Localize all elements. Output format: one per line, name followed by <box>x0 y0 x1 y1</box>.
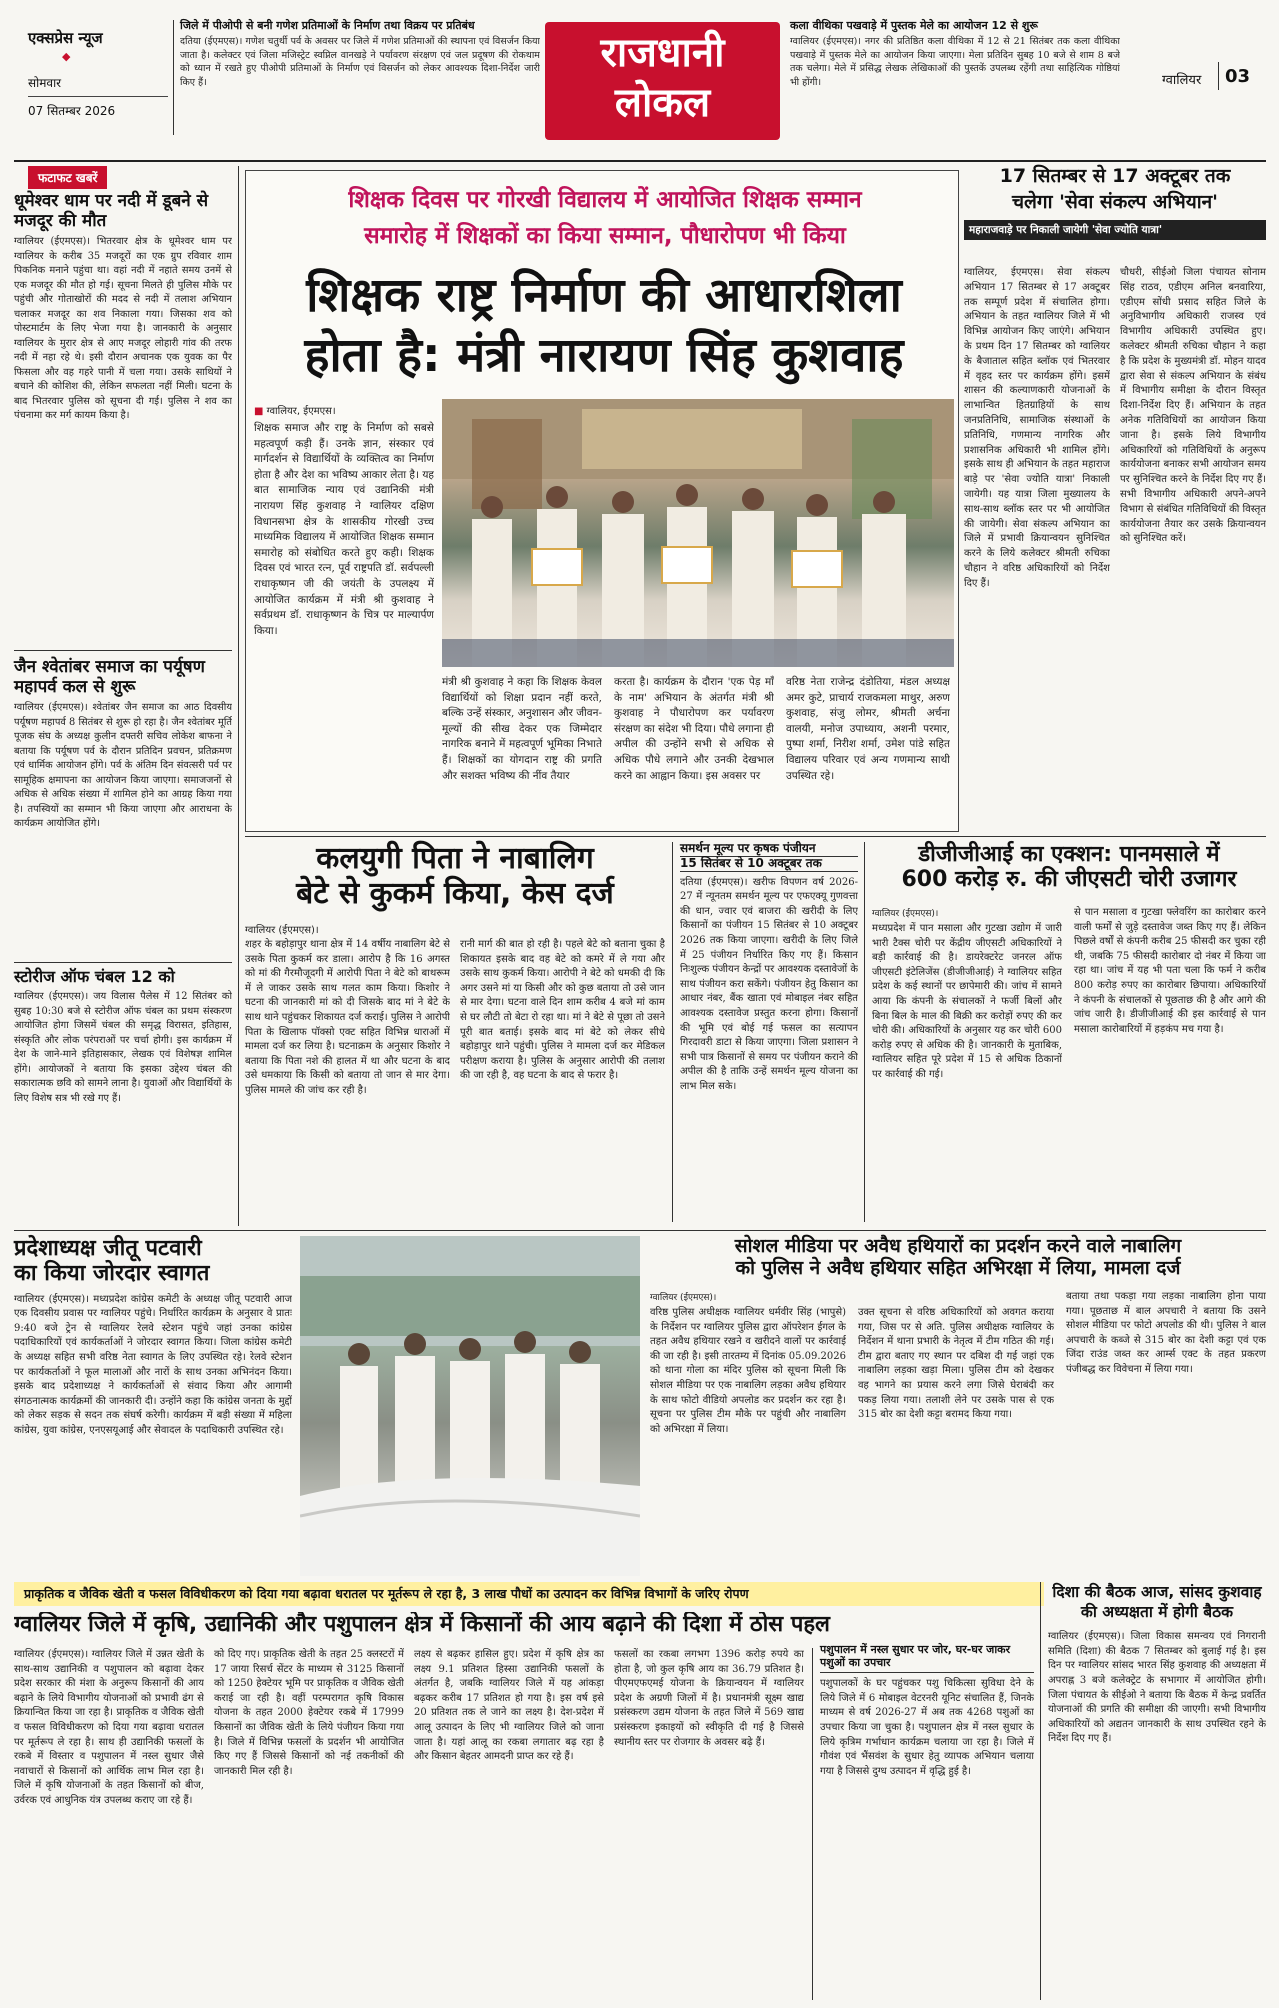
krishi-col1: ग्वालियर (ईएमएस)। ग्वालियर जिले में उन्नत खेती के साथ-साथ उद्यानिकी व पशुपालन को बढ़ावा देकर प्रदेश सरकार की मंशा के अनुरूप किसानों की आय बढ़ाने के लिये विभागीय योजनाओं को प्रभावी ढंग से क्रियान्वित किया जा रहा है। प्राकृतिक व जैविक खेती व फसल विविधीकरण को दिया गया बढ़ावा धरातल पर मूर्तरूप ले रहा है। साथ ही उद्यानिकी फसलों के रकबे में विस्तार व पशुपालन में नस्ल सुधार जैसे नवाचारों से किसानों को आर्थिक लाभ मिल रहा है। जिले में कृषि योजनाओं के तहत किसानों को बीज, उर्वरक एवं आधुनिक यंत्र उपलब्ध कराए जा रहे हैं। <box>14 1649 204 1806</box>
fatafat-item-1 <box>14 192 232 655</box>
social-col3: बताया तथा पकड़ा गया लड़का नाबालिग होना पाया गया। पूछताछ में बाल अपचारी ने बताया कि उसने सोशल मीडिया पर फोटो अपलोड की थी। पुलिस ने बाल अपचारी के कब्जे से 315 बोर का देशी कट्टा एवं एक जिंदा राउंड जब्त कर आर्म्स एक्ट के तहत प्रकरण पंजीबद्ध कर विवेचना में लिया गया। <box>1066 1291 1266 1375</box>
krishi-kicker: प्राकृतिक व जैविक खेती व फसल विविधीकरण को दिया गया बढ़ावा धरातल पर मूर्तरूप ले रहा है, 3 लाख पौधों का उत्पादन कर विभिन्न विभागों के जरिए रोपण <box>14 1582 1044 1606</box>
logo-line1: राजधानी <box>600 30 725 76</box>
kalyugi-headline-2: बेटे से कुकर्म किया, केस दर्ज <box>296 875 614 911</box>
top-left-brief <box>180 18 540 132</box>
fatafat-text-3: ग्वालियर (ईएमएस)। जय विलास पैलेस में 12 सितंबर को सुबह 10:30 बजे से स्टोरीज ऑफ चंबल का प्रथम संस्करण आयोजित होगा जिसमें चंबल की समृद्ध विरासत, इतिहास, संस्कृति और लोक परंपराओं पर चर्चा होगी। इस कार्यक्रम में देश के जाने-माने इतिहासकार, लेखक एवं विशेषज्ञ शामिल होंगे। आयोजकों ने बताया कि इसका उद्देश्य चंबल की सकारात्मक छवि को सामने लाना है। युवाओं और विद्यार्थियों के लिए विशेष सत्र भी रखे गए हैं। <box>14 991 232 1104</box>
krishi-col2: को दिए गए। प्राकृतिक खेती के तहत 25 क्लस्टरों में 17 जाया रिसर्च सेंटर के माध्यम से 3125 किसानों को 1250 हेक्टेयर भूमि पर प्राकृतिक व जैविक खेती कराई जा रही है। वहीं परम्परागत कृषि विकास योजना के तहत 2000 हेक्टेयर रकबे में 17999 किसानों का जैविक खेती के लिये पंजीयन किया गया है। जिले में विभिन्न फसलों के प्रदर्शन भी आयोजित किए गए हैं जिससे किसानों को नई तकनीकों की जानकारी मिल रही है। <box>214 1649 404 1777</box>
seva-headline-1: 17 सितम्बर से 17 अक्टूबर तक <box>999 165 1231 187</box>
kalyugi-story <box>245 842 665 1222</box>
jitu-photo-scene <box>300 1236 640 1576</box>
lead-under-col2: करता है। कार्यक्रम के दौरान 'एक पेड़ माँ के नाम' अभियान के अंतर्गत मंत्री श्री कुशवाह ने पौधारोपण कर पर्यावरण संरक्षण का संदेश भी दिया। पौधे लगाना ही अपील की उन्होंने सभी से अधिक से अधिक पौधे लगाने और उनकी देखभाल करने का आह्वान किया। इस अवसर पर <box>614 676 774 782</box>
fatafat-title-1: धूमेश्वर धाम पर नदी में डूबने से मजदूर की मौत <box>14 191 209 231</box>
dgi-story <box>872 842 1266 1222</box>
day: सोमवार <box>28 76 62 90</box>
jitu-text: ग्वालियर (ईएमएस)। मध्यप्रदेश कांग्रेस कमेटी के अध्यक्ष जीतू पटवारी आज एक दिवसीय प्रवास पर ग्वालियर पहुंचे। निर्धारित कार्यक्रम के अनुसार वे प्रातः 9:40 बजे ट्रेन से ग्वालियर रेलवे स्टेशन पहुंचे जहां उनका कांग्रेस पदाधिकारियों एवं कार्यकर्ताओं ने जोरदार स्वागत किया। जिला कांग्रेस कमेटी के अध्यक्ष सहित सभी वरिष्ठ नेता स्वागत के लिए उपस्थित रहे। रेलवे स्टेशन पर कार्यकर्ताओं ने फूल मालाओं और नारों के साथ उनका अभिनंदन किया। इसके बाद प्रदेशाध्यक्ष ने कार्यकर्ताओं से संवाद किया और आगामी संगठनात्मक कार्यक्रमों की जानकारी दी। उन्होंने कहा कि कांग्रेस जनता के मुद्दों को लेकर सड़क से सदन तक संघर्ष करेगी। कार्यक्रम में बड़ी संख्या में महिला कांग्रेस, युवा कांग्रेस, एनएसयूआई और सेवादल के पदाधिकारी उपस्थित रहे। <box>14 1293 292 1436</box>
lead-col1: शिक्षक समाज और राष्ट्र के निर्माण को सबसे महत्वपूर्ण कड़ी हैं। उनके ज्ञान, संस्कार एवं मार्गदर्शन से विद्यार्थियों के व्यक्तित्व का निर्माण होता है और देश का भविष्य आकार लेता है। यह बात सामाजिक न्याय एवं उद्यानिकी मंत्री नारायण सिंह कुशवाह ने ग्वालियर दक्षिण विधानसभा क्षेत्र के शासकीय गोरखी उच्च माध्यमिक विद्यालय में आयोजित शिक्षक सम्मान समारोह को संबोधित करते हुए कही। शिक्षक दिवस एवं भारत रत्न, पूर्व राष्ट्रपति डॉ. सर्वपल्ली राधाकृष्णन जी की जयंती के उपलक्ष्य में आयोजित कार्यक्रम में मंत्री श्री कुशवाह ने सर्वप्रथम डॉ. राधाकृष्णन के चित्र पर माल्यार्पण किया। <box>254 422 434 637</box>
fatafat-title-3: स्टोरीज ऑफ चंबल 12 को <box>14 967 175 986</box>
social-col1: वरिष्ठ पुलिस अधीक्षक ग्वालियर धर्मवीर सिंह (भापुसे) के निर्देशन पर ग्वालियर पुलिस द्वारा ऑपरेशन ईगल के तहत अवैध हथियार रखने व खरीदने वालों पर कार्रवाई की जा रही है। इसी तारतम्य में दिनांक 05.09.2026 को थाना गोला का मंदिर पुलिस को सूचना मिली कि सोशल मीडिया पर एक नाबालिग लड़का अवैध हथियार के साथ फोटो वीडियो अपलोड कर प्रदर्शन कर रहा है। सूचना पर पुलिस टीम मौके पर पहुंची और नाबालिग को अभिरक्षा में लिया। <box>650 1307 846 1435</box>
jitu-photo <box>300 1236 640 1576</box>
top-right-brief <box>790 18 1120 132</box>
fatafat-item-2 <box>14 658 232 949</box>
lead-photo-scene <box>442 399 954 667</box>
city-label: ग्वालियर <box>1162 73 1202 88</box>
section-logo <box>545 22 780 140</box>
samarthan-headline-2: 15 सितंबर से 10 अक्टूबर तक <box>680 857 858 872</box>
lead-headline-1: शिक्षक राष्ट्र निर्माण की आधारशिला <box>306 268 902 323</box>
fatafat-text-1: ग्वालियर (ईएमएस)। भितरवार क्षेत्र के धूमेश्वर धाम पर ग्वालियर के करीब 35 मजदूरों का एक ग्रुप रविवार शाम पिकनिक मनाने पहुंचा था। वहां नदी में नहाते समय उनमें से एक मजदूर की मौत हो गई। सूचना मिलते ही पुलिस मौके पर पहुंची और गोताखोरों की मदद से नदी में तलाश अभियान चलाकर मजदूर का शव निकाला गया। जिसका शव को पोस्टमार्टम के लिए भेजा गया है। जानकारी के अनुसार ग्वालियर के मुरार क्षेत्र से आए मजदूर लोहारी गांव की तरफ नदी में नहा रहे थे। इसी दौरान अचानक एक युवक का पैर फिसला और वह गहरे पानी में चला गया। उसके साथियों ने बचाने की कोशिश की, लेकिन सफलता नहीं मिली। घटना के बाद भितरवार पुलिस को सूचना दी गई। पुलिस ने शव का पंचनामा कर मर्ग कायम किया है। <box>14 236 232 422</box>
social-byline: ग्वालियर (ईएमएस)। <box>650 1293 717 1303</box>
krishi-headline: ग्वालियर जिले में कृषि, उद्यानिकी और पशुपालन क्षेत्र में किसानों की आय बढ़ाने की दिशा में ठोस पहल <box>14 1612 830 1637</box>
dgi-col1: मध्यप्रदेश में पान मसाला और गुटखा उद्योग में जारी भारी टैक्स चोरी पर केंद्रीय जीएसटी अधिकारियों ने बड़ी कार्रवाई की है। डायरेक्टरेट जनरल ऑफ जीएसटी इंटेलिजेंस (डीजीजीआई) ने ग्वालियर सहित प्रदेश के कई स्थानों पर छापेमारी की। जांच में सामने आया कि कंपनी के संचालकों ने फर्जी बिलों और बिना बिल के माल की बिक्री कर करोड़ों रुपए की कर चोरी की। अधिकारियों के अनुसार यह कर चोरी 600 करोड़ रुपए से अधिक की है। जानकारी के मुताबिक, ग्वालियर सहित पूरे प्रदेश में 15 से अधिक ठिकानों पर कार्रवाई की गई। <box>872 923 1062 1080</box>
fatafat-text-2: ग्वालियर (ईएमएस)। श्वेतांबर जैन समाज का आठ दिवसीय पर्यूषण महापर्व 8 सितंबर से शुरू हो रहा है। जैन श्वेतांबर मूर्ति पूजक संघ के अध्यक्ष कुलीन दफ्तरी सचिव लोकेश बाफना ने बताया कि पर्यूषण पर्व के दौरान प्रतिदिन प्रवचन, प्रतिक्रमण एवं धार्मिक आयोजन होंगे। पर्व के अंतिम दिन संवत्सरी पर्व पर सामूहिक क्षमापना का आयोजन किया जाएगा। समाजजनों से अधिक से अधिक संख्या में शामिल होने का आग्रह किया गया है। तपस्वियों का सम्मान भी किया जाएगा और आराधना के कार्यक्रम आयोजित होंगे। <box>14 702 232 830</box>
fatafat-title-2: जैन श्वेतांबर समाज का पर्यूषण महापर्व कल से शुरू <box>14 657 205 697</box>
pashu-text: पशुपालकों के घर पहुंचकर पशु चिकित्सा सुविधा देने के लिये जिले में 6 मोबाइल वेटरनरी यूनिट संचालित हैं, जिनके माध्यम से वर्ष 2026-27 में अब तक 4268 पशुओं का उपचार किया जा चुका है। पशुपालन क्षेत्र में नस्ल सुधार के लिये कृत्रिम गर्भाधान कार्यक्रम चलाया जा रहा है। जिले में गौवंश एवं भैंसवंश के सुधार हेतु व्यापक अभियान चलाया गया है जिससे दुग्ध उत्पादन में वृद्धि हुई है। <box>820 1678 1034 1777</box>
pashu-box <box>820 1644 1034 2000</box>
social-headline-1: सोशल मीडिया पर अवैध हथियारों का प्रदर्शन करने वाले नाबालिग <box>734 1235 1182 1257</box>
lead-headline-2: होता है: मंत्री नारायण सिंह कुशवाह <box>304 328 904 383</box>
disha-headline: दिशा की बैठक आज, सांसद कुशवाह की अध्यक्षता में होगी बैठक <box>1052 1583 1262 1622</box>
logo-line2: लोकल <box>614 80 711 126</box>
krishi-col3: लक्ष्य से बढ़कर हासिल हुए। प्रदेश में कृषि क्षेत्र का लक्ष्य 9.1 प्रतिशत हिस्सा उद्यानिकी फसलों के अंतर्गत है, जबकि ग्वालियर जिले में यह आंकड़ा बढ़कर करीब 17 प्रतिशत हो गया है। इस वर्ष इसे 20 प्रतिशत तक ले जाने का लक्ष्य है। देश-प्रदेश में आलू उत्पादन के लिए भी ग्वालियर जिले को जाना जाता है। यहां आलू का रकबा लगातार बढ़ रहा है और किसान बेहतर आमदनी प्राप्त कर रहे हैं। <box>414 1649 604 1763</box>
pashu-headline: पशुपालन में नस्ल सुधार पर जोर, घर-घर जाकर पशुओं का उपचार <box>820 1644 1034 1673</box>
dgi-col2: से पान मसाला व गुटखा फ्लेवरिंग का कारोबार करने वाली फर्मों से जुड़े दस्तावेज जब्त किए गए हैं। लेकिन पिछले वर्षों से कंपनी करीब 25 फीसदी कर चुका रही थी, जबकि 75 फीसदी कारोबार दो नंबर में किया जा रहा था। जांच में यह भी पता चला कि फर्म ने करीब 800 करोड़ रुपए का कारोबार छिपाया। अधिकारियों ने कंपनी के संचालकों से पूछताछ की है और आगे की जांच जारी है। डीजीजीआई की इस कार्रवाई से पान मसाला कारोबारियों में हड़कंप मच गया है। <box>1074 907 1266 1035</box>
top-right-headline: कला वीथिका पखवाड़े में पुस्तक मेले का आयोजन 12 से शुरू <box>790 19 1038 32</box>
ornament-icon: ◆ <box>62 50 71 63</box>
kalyugi-headline-1: कलयुगी पिता ने नाबालिग <box>316 841 594 876</box>
disha-story <box>1048 1582 1266 2000</box>
fatafat-label: फटाफट खबरें <box>28 166 107 189</box>
lead-story <box>245 170 959 832</box>
lead-kicker-2: समारोह में शिक्षकों का किया सम्मान, पौधारोपण भी किया <box>364 223 846 249</box>
top-left-headline: जिले में पीओपी से बनी गणेश प्रतिमाओं के निर्माण तथा विक्रय पर प्रतिबंध <box>180 19 475 32</box>
seva-story <box>964 166 1266 826</box>
page-number: 03 <box>1225 66 1251 87</box>
seva-headline-2: चलेगा 'सेवा संकल्प अभियान' <box>1011 190 1219 213</box>
social-col2: उक्त सूचना से वरिष्ठ अधिकारियों को अवगत कराया गया, जिस पर से अति. पुलिस अधीक्षक ग्वालियर के निर्देशन में थाना प्रभारी के नेतृत्व में टीम गठित की गई। टीम द्वारा बताए गए स्थान पर दबिश दी गई जहां एक नाबालिग लड़का खड़ा मिला। पुलिस टीम को देखकर वह भागने का प्रयास करने लगा जिसे घेराबंदी कर पकड़ लिया गया। तलाशी लेने पर उसके पास से एक 315 बोर का देशी कट्टा बरामद किया गया। <box>858 1307 1054 1421</box>
top-right-text: ग्वालियर (ईएमएस)। नगर की प्रतिष्ठित कला वीथिका में 12 से 21 सितंबर तक कला वीथिका पखवाड़े में पुस्तक मेले का आयोजन किया जाएगा। मेला प्रतिदिन सुबह 10 बजे से शाम 8 बजे तक चलेगा। मेले में प्रसिद्ध लेखक लेखिकाओं की पुस्तकें उपलब्ध रहेंगी तथा साहित्यिक गोष्ठियां भी होंगी। <box>790 36 1120 88</box>
jitu-headline-1: प्रदेशाध्यक्ष जीतू पटवारी <box>14 1236 202 1261</box>
social-story <box>650 1236 1266 1576</box>
masthead <box>0 0 1279 158</box>
top-left-text: दतिया (ईएमएस)। गणेश चतुर्थी पर्व के अवसर पर जिले में गणेश प्रतिमाओं की स्थापना एवं विसर्जन किया जाता है। कलेक्टर एवं जिला मजिस्ट्रेट स्वप्निल वानखड़े ने पर्यावरण संरक्षण एवं जल प्रदूषण की रोकथाम को ध्यान में रखते हुए पीओपी प्रतिमाओं के निर्माण एवं विसर्जन को लेकर आवश्यक दिशा-निर्देश जारी किए हैं। <box>180 36 540 88</box>
lead-kicker-1: शिक्षक दिवस पर गोरखी विद्यालय में आयोजित शिक्षक सम्मान <box>348 187 862 213</box>
seva-subhead: महाराजवाड़े पर निकाली जायेगी 'सेवा ज्योति यात्रा' <box>964 220 1266 240</box>
lead-under-col3: वरिष्ठ नेता राजेन्द्र दंडोतिया, मंडल अध्यक्ष अमर कुटे, प्राचार्य राजकमला माथुर, अरुण कुशवाह, संजु लोमर, श्रीमती अर्चना वालयी, मनोज उपाध्याय, अशनी परमार, पुष्पा शर्मा, निरीश शर्मा, उमेश पांडे सहित विद्यालय परिवार एवं अन्य गणमान्य साथी उपस्थित रहे। <box>786 676 950 782</box>
byline-marker-icon: ■ <box>254 406 267 417</box>
kalyugi-byline: ग्वालियर (ईएमएस)। <box>245 925 319 936</box>
date: 07 सितम्बर 2026 <box>28 104 116 118</box>
lead-byline <box>254 403 336 417</box>
fatafat-item-3 <box>14 916 232 1222</box>
jitu-story <box>14 1236 292 1576</box>
dgi-headline-1: डीजीजीआई का एक्शन: पानमसाले में <box>918 842 1220 867</box>
lead-byline-text: ग्वालियर, ईएमएस। <box>266 406 336 417</box>
disha-text: ग्वालियर (ईएमएस)। जिला विकास समन्वय एवं निगरानी समिति (दिशा) की बैठक 7 सितम्बर को बुलाई गई है। इस दिन पर ग्वालियर सांसद भारत सिंह कुशवाह की अध्यक्षता में अपराह्न 3 बजे कलेक्ट्रेट के सभागार में आयोजित होगी। जिला पंचायत के सीईओ ने बताया कि बैठक में केन्द्र प्रवर्तित योजनाओं की प्रगति की समीक्षा की जाएगी। सभी विभागीय अधिकारियों को अद्यतन जानकारी के साथ उपस्थित रहने के निर्देश दिए गए हैं। <box>1048 1631 1266 1745</box>
seva-col1: ग्वालियर, ईएमएस। सेवा संकल्प अभियान 17 सितम्बर से 17 अक्टूबर तक सम्पूर्ण प्रदेश में संचालित होगा। अभियान के तहत ग्वालियर जिले में भी विभिन्न आयोजन किए जाएंगे। अभियान के प्रथम दिन 17 सितम्बर को ग्वालियर के बैजाताल सहित ब्लॉक एवं भितरवार में वृहद स्तर पर कार्यक्रम होंगे। इसमें शासन की कल्याणकारी योजनाओं के लाभान्वित हितग्राहियों के साथ जनप्रतिनिधि, सामाजिक संस्थाओं के प्रतिनिधि, गणमान्य नागरिक और प्रशासनिक अधिकारी भी शामिल होंगे। इसके साथ ही अभियान के तहत महाराज बाड़े पर 'सेवा ज्योति यात्रा' निकाली जायेगी। यह यात्रा जिला मुख्यालय के साथ-साथ ब्लॉक स्तर पर भी आयोजित की जायेगी। सेवा संकल्प अभियान का जिले में प्रभावी क्रियान्वयन सुनिश्चित करने के लिये कलेक्टर श्रीमती रुचिका चौहान ने वरिष्ठ अधिकारियों को निर्देश दिए हैं। <box>964 267 1110 589</box>
dgi-headline-2: 600 करोड़ रु. की जीएसटी चोरी उजागर <box>901 867 1237 893</box>
samarthan-text: दतिया (ईएमएस)। खरीफ विपणन वर्ष 2026-27 में न्यूनतम समर्थन मूल्य पर एफएक्यू गुणवत्ता की धान, ज्वार एवं बाजरा की खरीदी के लिए किसानों का पंजीयन 15 सितंबर से 10 अक्टूबर 2026 तक किया जाएगा। खरीदी के लिए जिले में 25 पंजीयन निर्धारित किए गए हैं। किसान निःशुल्क पंजीयन केन्द्रों पर आवश्यक दस्तावेजों के साथ पंजीयन करा सकेंगे। पंजीयन हेतु किसान का आधार नंबर, बैंक खाता एवं मोबाइल नंबर सहित आवश्यक दस्तावेज प्रस्तुत करना होगा। किसानों की भूमि एवं बोई गई फसल का सत्यापन गिरदावरी डाटा से किया जाएगा। जिला प्रशासन ने सभी पात्र किसानों से समय पर पंजीयन कराने की अपील की है ताकि उन्हें समर्थन मूल्य योजना का लाभ मिल सके। <box>680 876 858 1092</box>
samarthan-story <box>680 842 858 1222</box>
lead-under-col1: मंत्री श्री कुशवाह ने कहा कि शिक्षक केवल विद्यार्थियों को शिक्षा प्रदान नहीं करते, बल्कि उन्हें संस्कार, अनुशासन और जीवन-मूल्यों की सीख देकर एक जिम्मेदार नागरिक बनाने में महत्वपूर्ण भूमिका निभाते हैं। शिक्षकों का योगदान राष्ट्र की प्रगति और सशक्त भविष्य की नींव तैयार <box>442 676 602 782</box>
kalyugi-col2: रानी मार्ग की बात हो रही है। पहले बेटे को बताना चुका है शिकायत इसके बाद वह बेटे को कमरे में ले गया और उसके साथ कुकर्म किया। आरोपी ने बेटे को धमकी दी कि अगर उसने मां या किसी और को कुछ बताया तो उसे जान से मार देगा। घटना वाले दिन शाम करीब 4 बजे मां काम से घर लौटी तो बेटा रो रहा था। मां ने बेटे से पूछा तो उसने पूरी बात बताई। इसके बाद मां बेटे को लेकर सीधे बहोड़ापुर थाने पहुंची। पुलिस ने मामला दर्ज कर मेडिकल परीक्षण कराया है। पुलिस के अनुसार आरोपी की तलाश की जा रही है, वह घटना के बाद से फरार है। <box>460 939 665 1082</box>
social-headline-2: को पुलिस ने अवैध हथियार सहित अभिरक्षा में लिया, मामला दर्ज <box>735 1256 1181 1279</box>
samarthan-headline-1: समर्थन मूल्य पर कृषक पंजीयन <box>680 842 858 857</box>
paper-name: एक्सप्रेस न्यूज <box>28 29 103 47</box>
fatafat-column <box>14 166 232 1166</box>
krishi-col4: फसलों का रकबा लगभग 1396 करोड़ रुपये का होता है, जो कुल कृषि आय का 36.79 प्रतिशत है। पीएमएफएमई योजना के क्रियान्वयन में ग्वालियर प्रदेश के अग्रणी जिलों में है। प्रधानमंत्री सूक्ष्म खाद्य प्रसंस्करण उद्यम योजना के तहत जिले में 569 खाद्य प्रसंस्करण इकाइयों को स्वीकृति दी गई है जिससे स्थानीय स्तर पर रोजगार के अवसर बढ़े हैं। <box>614 1649 804 1748</box>
seva-col2: चौधरी, सीईओ जिला पंचायत सोनाम सिंह राठव, एडीएम अनिल बनवारिया, एडीएम सोंधी प्रसाद सहित जिले के अनुविभागीय अधिकारी राजस्व एवं विभागीय अधिकारी उपस्थित हुए। कलेक्टर श्रीमती रुचिका चौहान ने कहा है कि प्रदेश के मुख्यमंत्री डॉ. मोहन यादव द्वारा सेवा से संकल्प अभियान के संबंध में विभागीय समीक्षा के दौरान विस्तृत दिशा-निर्देश दिए हैं। अभियान के तहत अनेक गतिविधियों का आयोजन किया जाना है। इसके लिये विभागीय अधिकारियों को गतिविधियों के अनुरूप कार्ययोजना बनाकर सभी आयोजन समय पर सुनिश्चित करने के निर्देश दिए गए हैं। सभी विभागीय अधिकारी अपने-अपने विभाग से संबंधित गतिविधियों की विस्तृत कार्ययोजना तैयार कर उसके क्रियान्वयन को सुनिश्चित करें। <box>1120 267 1266 545</box>
kalyugi-col1: शहर के बहोड़ापुर थाना क्षेत्र में 14 वर्षीय नाबालिग बेटे से उसके पिता कुकर्म कर डाला। आरोप है कि 16 अगस्त को मां की गैरमौजूदगी में आरोपी पिता ने बेटे को बाथरूम में ले जाकर उसके साथ गलत काम किया। किशोर ने घटना की जानकारी मां को दी जिसके बाद मां ने बेटे के साथ थाने पहुंचकर शिकायत दर्ज कराई। पुलिस ने आरोपी पिता के खिलाफ पॉक्सो एक्ट सहित विभिन्न धाराओं में मामला दर्ज कर लिया है। घटनाक्रम के अनुसार किशोर ने बताया कि पिता नशे की हालत में था और घटना के बाद उसे धमकाया कि किसी को बताया तो जान से मार देगा। पुलिस मामले की जांच कर रही है। <box>245 939 450 1096</box>
lead-photo <box>442 399 954 667</box>
dgi-byline: ग्वालियर (ईएमएस)। <box>872 909 939 919</box>
jitu-headline-2: का किया जोरदार स्वागत <box>14 1261 210 1287</box>
